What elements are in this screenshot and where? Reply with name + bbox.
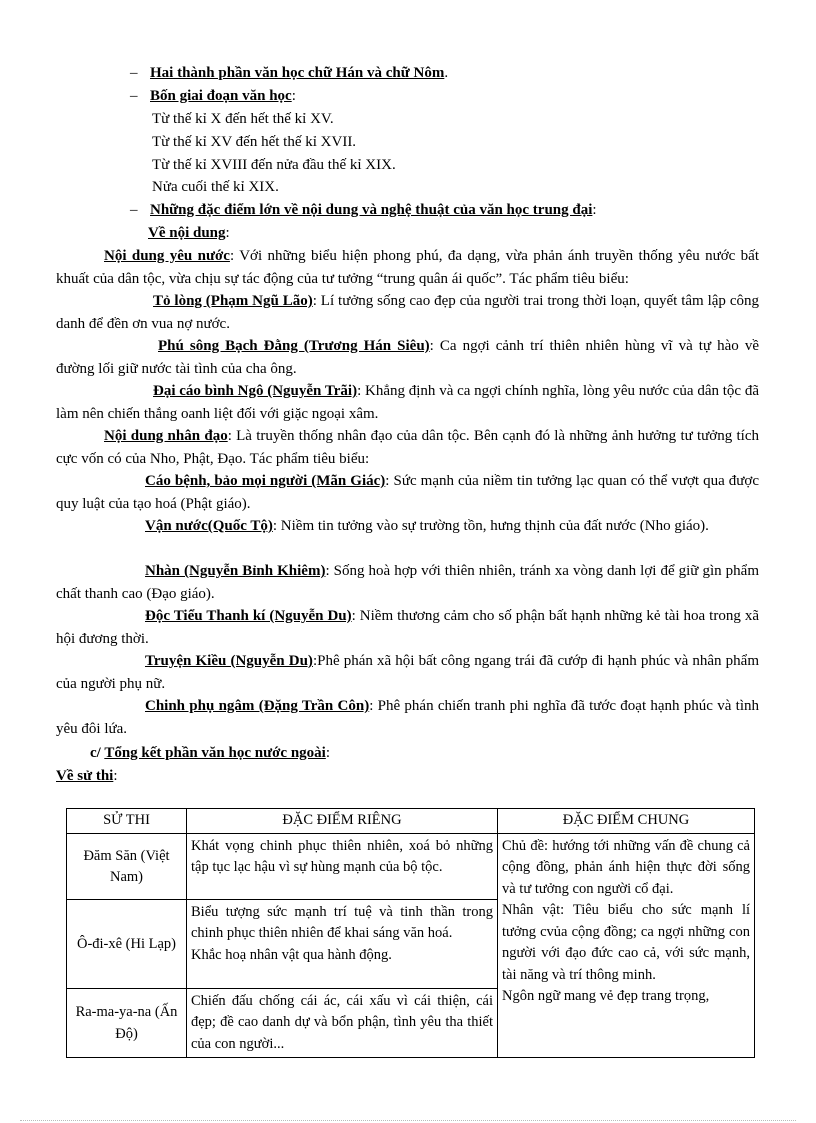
patriotic-label: Nội dung yêu nước [104, 248, 230, 264]
table-header-cell: ĐẶC ĐIỂM CHUNG [498, 809, 755, 834]
list-item: – Hai thành phần văn học chữ Hán và chữ Nôm. [130, 65, 449, 81]
work-title: Chinh phụ ngâm (Đặng Trần Côn) [145, 698, 370, 714]
content-heading: Về nội dung: [148, 225, 230, 241]
work-item: Truyện Kiều (Nguyễn Du):Phê phán xã hội bất công ngang trái đã cướp đi hạnh phúc và nhân phẩm của người phụ nữ. [56, 653, 760, 692]
period-item: Từ thế kỉ XVIII đến nửa đầu thế kỉ XIX. [152, 157, 396, 173]
list-item: – Bốn giai đoạn văn học: [130, 88, 296, 104]
common-feature-language: Ngôn ngữ mang vẻ đẹp trang trọng, [502, 988, 710, 1004]
work-title: Tỏ lòng (Phạm Ngũ Lão) [153, 293, 313, 309]
section-c-heading: c/ Tổng kết phần văn học nước ngoài: [90, 745, 331, 761]
table-row [67, 833, 755, 899]
epic-name-cell: Ô-đi-xê (Hi Lạp) [67, 899, 187, 988]
period-item: Nửa cuối thế kỉ XIX. [152, 179, 279, 195]
work-title: Vận nước(Quốc Tộ) [145, 518, 273, 534]
common-feature-character: Nhân vật: Tiêu biểu cho sức mạnh lí tưởng cvủa cộng đồng; ca ngợi những con người với đạo đức cao cả, với sức mạnh, tài năng và trí thông minh. [502, 902, 750, 983]
work-title: Phú sông Bạch Đằng (Trương Hán Siêu) [158, 338, 430, 354]
epic-name-cell: Ra-ma-ya-na (Ấn Độ) [67, 988, 187, 1058]
epic-heading: Về sử thi: [56, 768, 118, 784]
table-header-cell: SỬ THI [67, 809, 187, 834]
work-item: Đại cáo bình Ngô (Nguyễn Trãi): Khẳng định và ca ngợi chính nghĩa, lòng yêu nước của dân tộc đã làm nên chiến thắng oanh liệt đối với giặc ngoại xâm. [56, 383, 759, 422]
work-item: Độc Tiểu Thanh kí (Nguyễn Du): Niềm thương cảm cho số phận bất hạnh những kẻ tài hoa trong xã hội đương thời. [56, 608, 759, 647]
work-item: Nhàn (Nguyễn Bỉnh Khiêm): Sống hoà hợp với thiên nhiên, tránh xa vòng danh lợi để giữ gìn phẩm chất thanh cao (Đạo giáo). [56, 563, 759, 602]
page-edge-divider [20, 1120, 796, 1121]
common-feature-theme: Chủ đề: hướng tới những vấn đề chung cả cộng đồng, phản ánh hiện thực đời sống và tư tưởng con người cổ đại. [502, 837, 750, 897]
work-title: Truyện Kiều (Nguyễn Du) [145, 653, 313, 669]
work-item: Cáo bệnh, bảo mọi người (Mãn Giác): Sức mạnh của niềm tin tưởng lạc quan có thể vượt qua được quy luật của tạo hoá (Phật giáo). [56, 473, 759, 512]
humanist-label: Nội dung nhân đạo [104, 428, 228, 444]
list-item-heading: Bốn giai đoạn văn học [150, 88, 292, 104]
list-item-heading: Hai thành phần văn học chữ Hán và chữ Nôm [150, 65, 445, 81]
list-item: – Những đặc điểm lớn về nội dung và nghệ thuật của văn học trung đại: [130, 202, 597, 218]
work-item: Phú sông Bạch Đằng (Trương Hán Siêu): Ca ngợi cảnh trí thiên nhiên hùng vĩ và tự hào về đường lối giữ nước tài tình của cha ông. [56, 338, 759, 377]
patriotic-paragraph: Nội dung yêu nước: Với những biểu hiện phong phú, đa dạng, vừa phản ánh truyền thống yêu nước bất khuất của dân tộc, vừa chịu sự tác động của tư tưởng “trung quân ái quốc”. Tác phẩm tiêu biểu: [56, 248, 759, 287]
work-item: Chinh phụ ngâm (Đặng Trần Côn): Phê phán chiến tranh phi nghĩa đã tước đoạt hạnh phúc và tình yêu đôi lứa. [56, 698, 759, 737]
epic-table [66, 808, 755, 1058]
period-item: Từ thế kỉ X đến hết thế kỉ XV. [152, 111, 334, 127]
period-item: Từ thế kỉ XV đến hết thế kỉ XVII. [152, 134, 357, 150]
work-item: Vận nước(Quốc Tộ): Niềm tin tưởng vào sự trường tồn, hưng thịnh của đất nước (Nho giáo). [145, 518, 709, 534]
work-title: Cáo bệnh, bảo mọi người (Mãn Giác) [145, 473, 386, 489]
features-heading: Những đặc điểm lớn về nội dung và nghệ thuật của văn học trung đại [150, 202, 593, 218]
work-title: Nhàn (Nguyễn Bỉnh Khiêm) [145, 563, 326, 579]
work-title: Độc Tiểu Thanh kí (Nguyễn Du) [145, 608, 352, 624]
epic-desc-cell: Khát vọng chinh phục thiên nhiên, xoá bỏ những tập tục lạc hậu vì sự hùng mạnh của bộ tộc. [187, 833, 498, 899]
epic-desc-cell: Chiến đấu chống cái ác, cái xấu vì cái thiện, cái đẹp; đề cao danh dự và bổn phận, tình yêu tha thiết của con người... [187, 988, 498, 1058]
table-header-cell: ĐẶC ĐIỂM RIÊNG [187, 809, 498, 834]
epic-desc-cell: Biểu tượng sức mạnh trí tuệ và tinh thần trong chinh phục thiên nhiên để khai sáng văn hoá. Khắc hoạ nhân vật qua hành động. [187, 899, 498, 988]
common-features-cell [498, 833, 755, 1058]
epic-name-cell: Đăm Săn (Việt Nam) [67, 833, 187, 899]
humanist-paragraph: Nội dung nhân đạo: Là truyền thống nhân đạo của dân tộc. Bên cạnh đó là những ảnh hưởng tư tưởng tích cực vốn có của Nho, Phật, Đạo. Tác phẩm tiêu biểu: [56, 428, 759, 467]
work-item: Tỏ lòng (Phạm Ngũ Lão): Lí tưởng sống cao đẹp của người trai trong thời loạn, quyết tâm lập công danh để đền ơn vua nợ nước. [56, 293, 759, 332]
work-title: Đại cáo bình Ngô (Nguyễn Trãi) [153, 383, 358, 399]
table-header-row [67, 809, 755, 834]
